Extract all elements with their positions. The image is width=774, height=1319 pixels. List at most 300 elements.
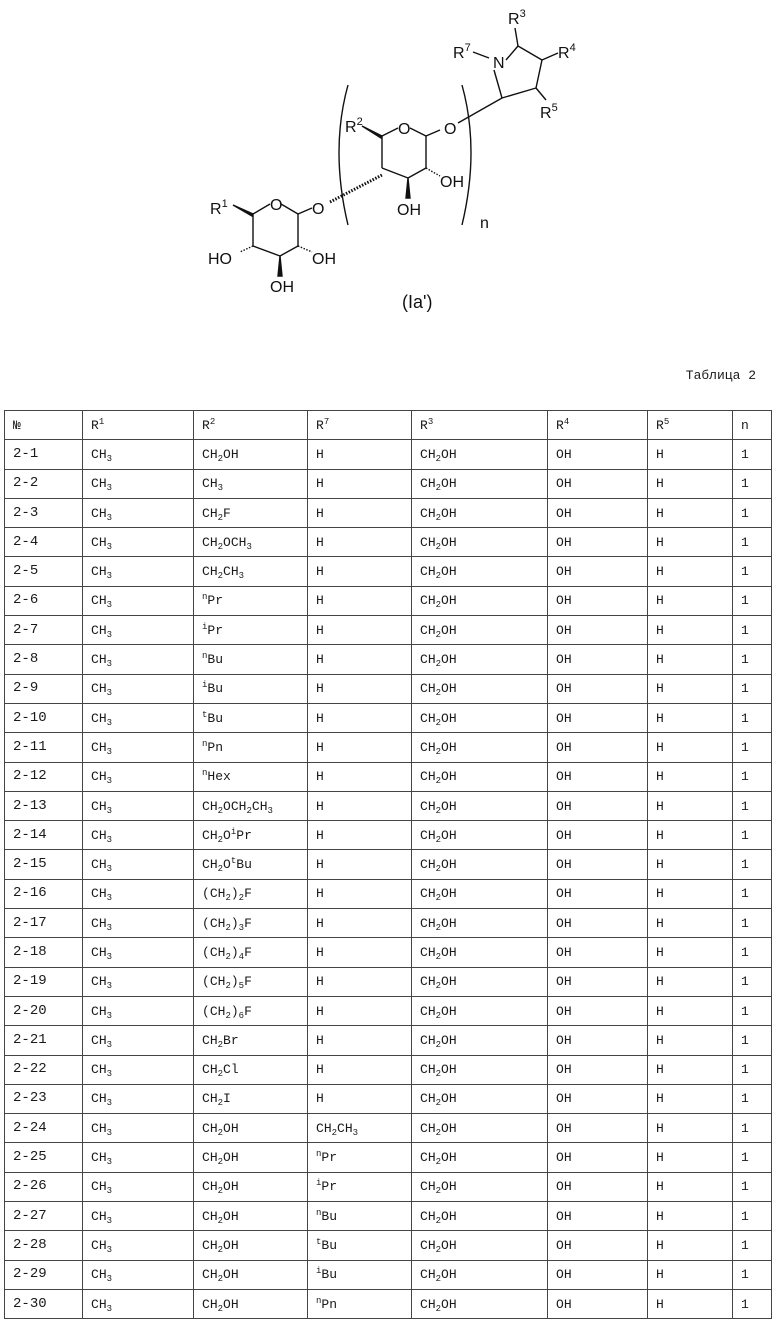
cell-r7: H <box>308 528 412 557</box>
header-r4: R4 <box>548 411 648 440</box>
cell-r7: H <box>308 498 412 527</box>
cell-r7: nPr <box>308 1143 412 1172</box>
cell-r5: H <box>648 528 733 557</box>
cell-r3: CH2OH <box>412 1055 548 1084</box>
cell-r4: OH <box>548 674 648 703</box>
cell-number: 2-11 <box>5 733 83 762</box>
cell-r7: nPn <box>308 1289 412 1318</box>
cell-r1: CH3 <box>83 762 194 791</box>
table-row <box>5 909 772 938</box>
cell-r2: CH2OCH3 <box>194 528 308 557</box>
cell-r2: iPr <box>194 616 308 645</box>
cell-r4: OH <box>548 1260 648 1289</box>
cell-r3: CH2OH <box>412 1172 548 1201</box>
cell-r4: OH <box>548 440 648 469</box>
cell-r1: CH3 <box>83 1026 194 1055</box>
cell-r1: CH3 <box>83 909 194 938</box>
table-row <box>5 1231 772 1260</box>
oh-label-bottom: OH <box>270 279 294 296</box>
r2-label: R2 <box>345 116 363 136</box>
cell-r5: H <box>648 1143 733 1172</box>
cell-r3: CH2OH <box>412 996 548 1025</box>
cell-r4: OH <box>548 1114 648 1143</box>
cell-r3: CH2OH <box>412 645 548 674</box>
cell-r5: H <box>648 791 733 820</box>
cell-number: 2-5 <box>5 557 83 586</box>
cell-number: 2-17 <box>5 909 83 938</box>
cell-r1: CH3 <box>83 586 194 615</box>
cell-r1: CH3 <box>83 557 194 586</box>
cell-number: 2-13 <box>5 791 83 820</box>
cell-r2: CH2OH <box>194 1114 308 1143</box>
cell-r7: iPr <box>308 1172 412 1201</box>
cell-number: 2-29 <box>5 1260 83 1289</box>
cell-number: 2-24 <box>5 1114 83 1143</box>
cell-r3: CH2OH <box>412 557 548 586</box>
cell-r4: OH <box>548 498 648 527</box>
cell-r5: H <box>648 1260 733 1289</box>
cell-r2: iBu <box>194 674 308 703</box>
cell-r2: CH3 <box>194 469 308 498</box>
cell-r5: H <box>648 1114 733 1143</box>
cell-r3: CH2OH <box>412 909 548 938</box>
cell-r4: OH <box>548 1231 648 1260</box>
cell-r3: CH2OH <box>412 967 548 996</box>
cell-r7: H <box>308 733 412 762</box>
cell-r5: H <box>648 1202 733 1231</box>
cell-number: 2-20 <box>5 996 83 1025</box>
cell-number: 2-6 <box>5 586 83 615</box>
cell-r3: CH2OH <box>412 938 548 967</box>
cell-r2: CH2OH <box>194 1202 308 1231</box>
cell-r1: CH3 <box>83 1289 194 1318</box>
r1-label: R1 <box>210 198 228 218</box>
cell-r4: OH <box>548 528 648 557</box>
cell-n: 1 <box>733 440 772 469</box>
cell-r5: H <box>648 586 733 615</box>
cell-r4: OH <box>548 938 648 967</box>
cell-r2: CH2OH <box>194 1231 308 1260</box>
cell-r7: H <box>308 469 412 498</box>
cell-number: 2-28 <box>5 1231 83 1260</box>
cell-r5: H <box>648 674 733 703</box>
cell-r3: CH2OH <box>412 498 548 527</box>
cell-r4: OH <box>548 762 648 791</box>
cell-r1: CH3 <box>83 674 194 703</box>
cell-n: 1 <box>733 762 772 791</box>
table-row <box>5 498 772 527</box>
cell-r7: H <box>308 616 412 645</box>
r7-label: R7 <box>453 42 471 62</box>
cell-r2: CH2OiPr <box>194 821 308 850</box>
cell-r3: CH2OH <box>412 1084 548 1113</box>
glycosidic-oxygen-middle: O <box>444 121 456 138</box>
cell-r5: H <box>648 1026 733 1055</box>
cell-r4: OH <box>548 616 648 645</box>
oh-label-right: OH <box>312 251 336 268</box>
cell-r7: H <box>308 791 412 820</box>
cell-r2: CH2OH <box>194 1143 308 1172</box>
cell-n: 1 <box>733 1172 772 1201</box>
cell-r4: OH <box>548 733 648 762</box>
ring-oxygen-middle: O <box>398 121 410 138</box>
cell-number: 2-8 <box>5 645 83 674</box>
cell-r7: H <box>308 557 412 586</box>
glycosidic-oxygen-left: O <box>312 201 324 218</box>
cell-r4: OH <box>548 967 648 996</box>
cell-r3: CH2OH <box>412 674 548 703</box>
table-row <box>5 1026 772 1055</box>
cell-r7: nBu <box>308 1202 412 1231</box>
table-row <box>5 938 772 967</box>
cell-r5: H <box>648 821 733 850</box>
cell-r3: CH2OH <box>412 762 548 791</box>
cell-r7: tBu <box>308 1231 412 1260</box>
cell-r2: CH2OH <box>194 1172 308 1201</box>
table-row <box>5 616 772 645</box>
table-row <box>5 586 772 615</box>
cell-r5: H <box>648 1289 733 1318</box>
cell-r3: CH2OH <box>412 1231 548 1260</box>
cell-r2: CH2OCH2CH3 <box>194 791 308 820</box>
cell-n: 1 <box>733 469 772 498</box>
cell-r3: CH2OH <box>412 528 548 557</box>
cell-r1: CH3 <box>83 1172 194 1201</box>
cell-r5: H <box>648 440 733 469</box>
cell-r3: CH2OH <box>412 1143 548 1172</box>
cell-r2: tBu <box>194 703 308 732</box>
cell-number: 2-1 <box>5 440 83 469</box>
cell-r1: CH3 <box>83 1202 194 1231</box>
cell-r7: H <box>308 645 412 674</box>
table-row <box>5 791 772 820</box>
cell-r5: H <box>648 909 733 938</box>
table-row <box>5 557 772 586</box>
chemical-structure-formula-ia-prime <box>190 0 590 330</box>
cell-r4: OH <box>548 586 648 615</box>
r4-label: R4 <box>558 42 576 62</box>
cell-n: 1 <box>733 1114 772 1143</box>
cell-r7: H <box>308 762 412 791</box>
cell-n: 1 <box>733 909 772 938</box>
cell-n: 1 <box>733 850 772 879</box>
cell-r2: CH2I <box>194 1084 308 1113</box>
cell-r4: OH <box>548 909 648 938</box>
cell-r7: H <box>308 879 412 908</box>
table-row <box>5 703 772 732</box>
cell-r3: CH2OH <box>412 821 548 850</box>
cell-r1: CH3 <box>83 528 194 557</box>
cell-n: 1 <box>733 1084 772 1113</box>
cell-r1: CH3 <box>83 703 194 732</box>
table-row <box>5 674 772 703</box>
cell-n: 1 <box>733 498 772 527</box>
cell-r2: CH2Cl <box>194 1055 308 1084</box>
table-row <box>5 1055 772 1084</box>
cell-r7: H <box>308 586 412 615</box>
cell-r7: H <box>308 1055 412 1084</box>
cell-r3: CH2OH <box>412 616 548 645</box>
cell-n: 1 <box>733 557 772 586</box>
cell-r3: CH2OH <box>412 469 548 498</box>
cell-number: 2-15 <box>5 850 83 879</box>
cell-r3: CH2OH <box>412 1114 548 1143</box>
cell-r1: CH3 <box>83 1084 194 1113</box>
cell-r1: CH3 <box>83 733 194 762</box>
oh-label-middle-bottom: OH <box>397 202 421 219</box>
cell-r3: CH2OH <box>412 850 548 879</box>
cell-r5: H <box>648 762 733 791</box>
cell-number: 2-16 <box>5 879 83 908</box>
header-r7: R7 <box>308 411 412 440</box>
cell-r2: CH2OH <box>194 1260 308 1289</box>
table-row <box>5 996 772 1025</box>
ring-oxygen-left: O <box>270 197 282 214</box>
cell-r7: H <box>308 703 412 732</box>
cell-r7: H <box>308 440 412 469</box>
cell-r5: H <box>648 557 733 586</box>
cell-r5: H <box>648 938 733 967</box>
cell-r5: H <box>648 469 733 498</box>
cell-r1: CH3 <box>83 879 194 908</box>
cell-r3: CH2OH <box>412 440 548 469</box>
table-row <box>5 1114 772 1143</box>
cell-r4: OH <box>548 1289 648 1318</box>
cell-number: 2-21 <box>5 1026 83 1055</box>
header-r1: R1 <box>83 411 194 440</box>
cell-r5: H <box>648 1084 733 1113</box>
cell-r4: OH <box>548 791 648 820</box>
cell-number: 2-27 <box>5 1202 83 1231</box>
table-row <box>5 821 772 850</box>
table-row <box>5 1260 772 1289</box>
cell-r2: (CH2)6F <box>194 996 308 1025</box>
cell-r2: nPr <box>194 586 308 615</box>
header-row <box>5 411 772 440</box>
header-r3: R3 <box>412 411 548 440</box>
cell-r2: CH2F <box>194 498 308 527</box>
cell-r1: CH3 <box>83 850 194 879</box>
cell-r4: OH <box>548 557 648 586</box>
cell-r3: CH2OH <box>412 1202 548 1231</box>
cell-r4: OH <box>548 1172 648 1201</box>
table-caption: Таблица 2 <box>686 368 756 383</box>
cell-r4: OH <box>548 469 648 498</box>
table-row <box>5 733 772 762</box>
cell-r3: CH2OH <box>412 586 548 615</box>
table-row <box>5 762 772 791</box>
oh-label-middle-right: OH <box>440 174 464 191</box>
cell-number: 2-30 <box>5 1289 83 1318</box>
cell-r2: nHex <box>194 762 308 791</box>
cell-r5: H <box>648 996 733 1025</box>
cell-r5: H <box>648 645 733 674</box>
cell-r5: H <box>648 1172 733 1201</box>
cell-r7: H <box>308 1084 412 1113</box>
table-row <box>5 1289 772 1318</box>
cell-r1: CH3 <box>83 1055 194 1084</box>
cell-r5: H <box>648 1231 733 1260</box>
cell-n: 1 <box>733 616 772 645</box>
cell-r5: H <box>648 967 733 996</box>
cell-n: 1 <box>733 791 772 820</box>
cell-r2: nBu <box>194 645 308 674</box>
cell-n: 1 <box>733 1260 772 1289</box>
cell-number: 2-22 <box>5 1055 83 1084</box>
r3-label: R3 <box>508 8 526 28</box>
cell-n: 1 <box>733 879 772 908</box>
cell-r5: H <box>648 703 733 732</box>
cell-r2: (CH2)5F <box>194 967 308 996</box>
n-repeat-label: n <box>480 215 489 232</box>
cell-number: 2-25 <box>5 1143 83 1172</box>
cell-r7: H <box>308 850 412 879</box>
cell-n: 1 <box>733 1026 772 1055</box>
cell-r1: CH3 <box>83 1143 194 1172</box>
cell-n: 1 <box>733 967 772 996</box>
cell-r5: H <box>648 616 733 645</box>
cell-r4: OH <box>548 1143 648 1172</box>
cell-r4: OH <box>548 879 648 908</box>
cell-r2: (CH2)2F <box>194 879 308 908</box>
cell-n: 1 <box>733 645 772 674</box>
cell-r7: H <box>308 909 412 938</box>
r5-label: R5 <box>540 102 558 122</box>
cell-r2: CH2OH <box>194 1289 308 1318</box>
table-row <box>5 469 772 498</box>
cell-r3: CH2OH <box>412 791 548 820</box>
cell-r1: CH3 <box>83 469 194 498</box>
cell-r2: CH2CH3 <box>194 557 308 586</box>
cell-number: 2-2 <box>5 469 83 498</box>
cell-n: 1 <box>733 996 772 1025</box>
cell-r7: H <box>308 938 412 967</box>
cell-r5: H <box>648 733 733 762</box>
cell-r3: CH2OH <box>412 1289 548 1318</box>
cell-r4: OH <box>548 645 648 674</box>
cell-number: 2-10 <box>5 703 83 732</box>
cell-r4: OH <box>548 1026 648 1055</box>
table-row <box>5 850 772 879</box>
cell-r7: CH2CH3 <box>308 1114 412 1143</box>
cell-n: 1 <box>733 1231 772 1260</box>
cell-r4: OH <box>548 703 648 732</box>
cell-r3: CH2OH <box>412 1026 548 1055</box>
cell-number: 2-18 <box>5 938 83 967</box>
cell-r1: CH3 <box>83 967 194 996</box>
cell-r7: H <box>308 967 412 996</box>
cell-number: 2-9 <box>5 674 83 703</box>
compound-table <box>4 410 772 1319</box>
cell-n: 1 <box>733 586 772 615</box>
cell-n: 1 <box>733 1055 772 1084</box>
cell-n: 1 <box>733 1143 772 1172</box>
cell-number: 2-7 <box>5 616 83 645</box>
cell-r7: H <box>308 996 412 1025</box>
header-n: n <box>733 411 772 440</box>
cell-r2: nPn <box>194 733 308 762</box>
header-r5: R5 <box>648 411 733 440</box>
cell-n: 1 <box>733 1202 772 1231</box>
cell-r5: H <box>648 498 733 527</box>
cell-n: 1 <box>733 674 772 703</box>
cell-r3: CH2OH <box>412 703 548 732</box>
cell-r3: CH2OH <box>412 733 548 762</box>
cell-number: 2-4 <box>5 528 83 557</box>
cell-r4: OH <box>548 1055 648 1084</box>
cell-r4: OH <box>548 996 648 1025</box>
cell-r1: CH3 <box>83 791 194 820</box>
cell-r5: H <box>648 850 733 879</box>
cell-r1: CH3 <box>83 616 194 645</box>
table-row <box>5 440 772 469</box>
cell-n: 1 <box>733 821 772 850</box>
cell-r1: CH3 <box>83 1114 194 1143</box>
header-r2: R2 <box>194 411 308 440</box>
table-row <box>5 967 772 996</box>
cell-r1: CH3 <box>83 938 194 967</box>
cell-r4: OH <box>548 821 648 850</box>
cell-r1: CH3 <box>83 440 194 469</box>
cell-r7: iBu <box>308 1260 412 1289</box>
cell-number: 2-19 <box>5 967 83 996</box>
cell-r2: CH2OtBu <box>194 850 308 879</box>
cell-r2: CH2OH <box>194 440 308 469</box>
cell-number: 2-23 <box>5 1084 83 1113</box>
cell-r4: OH <box>548 850 648 879</box>
cell-r4: OH <box>548 1202 648 1231</box>
cell-r2: (CH2)4F <box>194 938 308 967</box>
nitrogen-label: N <box>493 55 505 72</box>
cell-r2: (CH2)3F <box>194 909 308 938</box>
cell-number: 2-3 <box>5 498 83 527</box>
cell-number: 2-26 <box>5 1172 83 1201</box>
cell-n: 1 <box>733 733 772 762</box>
table-row <box>5 1202 772 1231</box>
table-row <box>5 645 772 674</box>
table-row <box>5 1084 772 1113</box>
table-row <box>5 1172 772 1201</box>
cell-r5: H <box>648 879 733 908</box>
cell-number: 2-14 <box>5 821 83 850</box>
cell-r7: H <box>308 674 412 703</box>
cell-r7: H <box>308 821 412 850</box>
cell-n: 1 <box>733 703 772 732</box>
formula-label: (Ia') <box>402 292 432 312</box>
table-row <box>5 879 772 908</box>
cell-r1: CH3 <box>83 821 194 850</box>
cell-r2: CH2Br <box>194 1026 308 1055</box>
cell-r3: CH2OH <box>412 1260 548 1289</box>
cell-r1: CH3 <box>83 498 194 527</box>
table-row <box>5 528 772 557</box>
cell-number: 2-12 <box>5 762 83 791</box>
ho-label: HO <box>208 251 232 268</box>
cell-r1: CH3 <box>83 996 194 1025</box>
cell-r1: CH3 <box>83 1260 194 1289</box>
cell-r1: CH3 <box>83 1231 194 1260</box>
cell-n: 1 <box>733 528 772 557</box>
header-number: № <box>5 411 83 440</box>
cell-n: 1 <box>733 938 772 967</box>
cell-r1: CH3 <box>83 645 194 674</box>
cell-r5: H <box>648 1055 733 1084</box>
cell-r7: H <box>308 1026 412 1055</box>
cell-n: 1 <box>733 1289 772 1318</box>
cell-r4: OH <box>548 1084 648 1113</box>
cell-r3: CH2OH <box>412 879 548 908</box>
table-row <box>5 1143 772 1172</box>
